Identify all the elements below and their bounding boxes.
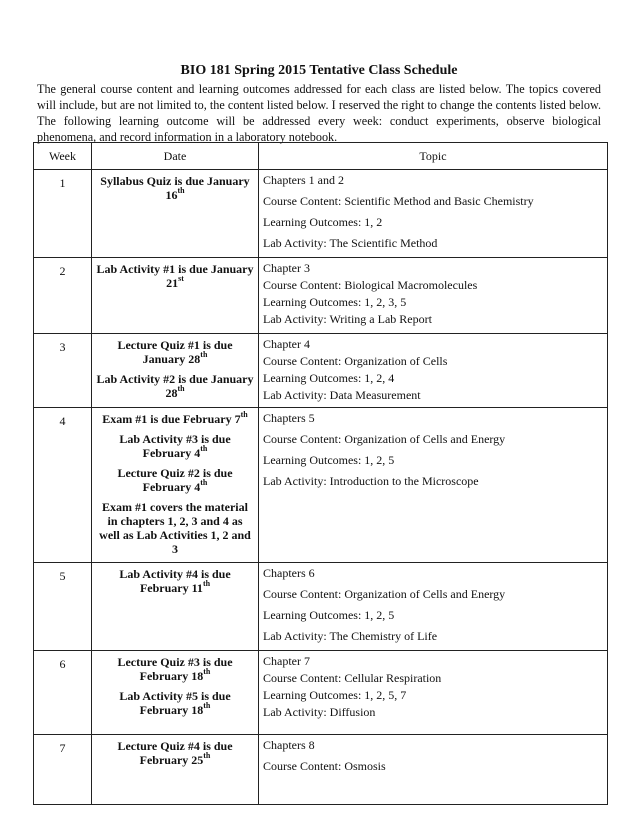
table-row: [34, 258, 608, 334]
intro-paragraph: The general course content and learning outcomes addressed for each class are listed below. The topics covered will include, but are not limited to, the content listed below. I reserved the right to change the contents listed below. The following learning outcome will be addressed every week: conduct experiments, observe biological phenomena, and record information in a laboratory notebook.: [37, 82, 601, 144]
due-item: [96, 689, 254, 717]
topic-line: Course Content: Organization of Cells and Energy: [263, 432, 506, 446]
table-row: [34, 408, 608, 563]
ordinal-suffix: th: [203, 701, 211, 710]
ordinal-suffix: th: [202, 579, 211, 588]
due-text: Lecture Quiz #1 is due January 28: [117, 338, 233, 366]
chapter-line: Chapters 5: [263, 411, 315, 425]
week-cell: 6: [34, 651, 92, 735]
date-cell: [92, 408, 259, 563]
topic-line: Learning Outcomes: 1, 2, 3, 5: [263, 295, 407, 309]
date-cell: [92, 651, 259, 735]
table-header-row: [34, 143, 608, 170]
date-cell: [92, 258, 259, 334]
topic-cell: [259, 651, 608, 735]
week-cell: 2: [34, 258, 92, 334]
due-item: [96, 739, 254, 767]
date-cell: [92, 334, 259, 408]
topic-line: Course Content: Scientific Method and Basic Chemistry: [263, 194, 534, 208]
topic-cell: [259, 408, 608, 563]
chapter-line: Chapters 1 and 2: [263, 173, 344, 187]
due-item: [96, 567, 254, 595]
topic-cell: [259, 334, 608, 408]
due-text: Lecture Quiz #3 is due February 18: [117, 655, 233, 683]
week-cell: 1: [34, 170, 92, 258]
topic-line: Course Content: Osmosis: [263, 759, 386, 773]
table-row: [34, 651, 608, 735]
due-text: Lab Activity #5 is due February 18: [119, 689, 231, 717]
schedule-table: [33, 142, 608, 805]
chapter-line: Chapter 7: [263, 654, 310, 668]
topic-line: Lab Activity: Writing a Lab Report: [263, 312, 432, 326]
topic-cell: [259, 258, 608, 334]
due-text: Exam #1 covers the material in chapters 1, 2, 3 and 4 as well as Lab Activities 1, 2 and 3: [99, 500, 251, 556]
week-cell: 5: [34, 563, 92, 651]
header-topic: Topic: [259, 143, 608, 170]
topic-cell: [259, 170, 608, 258]
date-cell: [92, 170, 259, 258]
ordinal-suffix: th: [200, 444, 208, 453]
header-week: Week: [34, 143, 92, 170]
chapter-line: Chapters 8: [263, 738, 315, 752]
table-row: [34, 735, 608, 805]
due-item: [96, 500, 254, 556]
document-title: BIO 181 Spring 2015 Tentative Class Schedule: [180, 63, 458, 78]
ordinal-suffix: st: [178, 274, 184, 283]
chapter-line: Chapters 6: [263, 566, 315, 580]
date-cell: [92, 735, 259, 805]
due-item: [96, 338, 254, 366]
due-text: Syllabus Quiz is due January 16: [100, 174, 250, 202]
topic-line: Course Content: Organization of Cells and Energy: [263, 587, 506, 601]
week-cell: 4: [34, 408, 92, 563]
topic-line: Learning Outcomes: 1, 2, 5: [263, 608, 395, 622]
topic-cell: [259, 563, 608, 651]
due-item: [96, 262, 254, 290]
due-item: [96, 174, 254, 202]
ordinal-suffix: th: [200, 478, 208, 487]
due-text: Lab Activity #3 is due February 4: [119, 432, 231, 460]
ordinal-suffix: th: [200, 350, 208, 359]
ordinal-suffix: th: [203, 667, 211, 676]
topic-line: Learning Outcomes: 1, 2, 5, 7: [263, 688, 407, 702]
table-row: [34, 334, 608, 408]
ordinal-suffix: th: [177, 384, 185, 393]
chapter-line: Chapter 3: [263, 261, 310, 275]
topic-cell: [259, 735, 608, 805]
table-row: [34, 170, 608, 258]
due-item: [96, 412, 254, 426]
due-text: Lab Activity #1 is due January 21: [96, 262, 254, 290]
table-row: [34, 563, 608, 651]
topic-line: Learning Outcomes: 1, 2, 4: [263, 371, 395, 385]
topic-line: Course Content: Cellular Respiration: [263, 671, 442, 685]
chapter-line: Chapter 4: [263, 337, 310, 351]
ordinal-suffix: th: [203, 751, 211, 760]
header-date: Date: [92, 143, 259, 170]
topic-line: Lab Activity: Data Measurement: [263, 388, 421, 402]
ordinal-suffix: th: [240, 410, 248, 419]
topic-line: Course Content: Organization of Cells: [263, 354, 448, 368]
due-item: [96, 432, 254, 460]
topic-line: Course Content: Biological Macromolecules: [263, 278, 478, 292]
due-text: Lecture Quiz #2 is due February 4: [117, 466, 233, 494]
due-item: [96, 372, 254, 400]
due-text: Lab Activity #4 is due February 11: [119, 567, 231, 595]
due-text: Lab Activity #2 is due January 28: [96, 372, 254, 400]
due-text: Exam #1 is due February 7: [102, 412, 241, 426]
date-cell: [92, 563, 259, 651]
topic-line: Lab Activity: Introduction to the Microscope: [263, 474, 479, 488]
topic-line: Learning Outcomes: 1, 2, 5: [263, 453, 395, 467]
schedule-body: [34, 170, 608, 805]
week-cell: 7: [34, 735, 92, 805]
due-text: Lecture Quiz #4 is due February 25: [117, 739, 233, 767]
topic-line: Lab Activity: Diffusion: [263, 705, 376, 719]
topic-line: Lab Activity: The Scientific Method: [263, 236, 438, 250]
week-cell: 3: [34, 334, 92, 408]
due-item: [96, 655, 254, 683]
topic-line: Lab Activity: The Chemistry of Life: [263, 629, 438, 643]
due-item: [96, 466, 254, 494]
ordinal-suffix: th: [177, 186, 185, 195]
topic-line: Learning Outcomes: 1, 2: [263, 215, 383, 229]
